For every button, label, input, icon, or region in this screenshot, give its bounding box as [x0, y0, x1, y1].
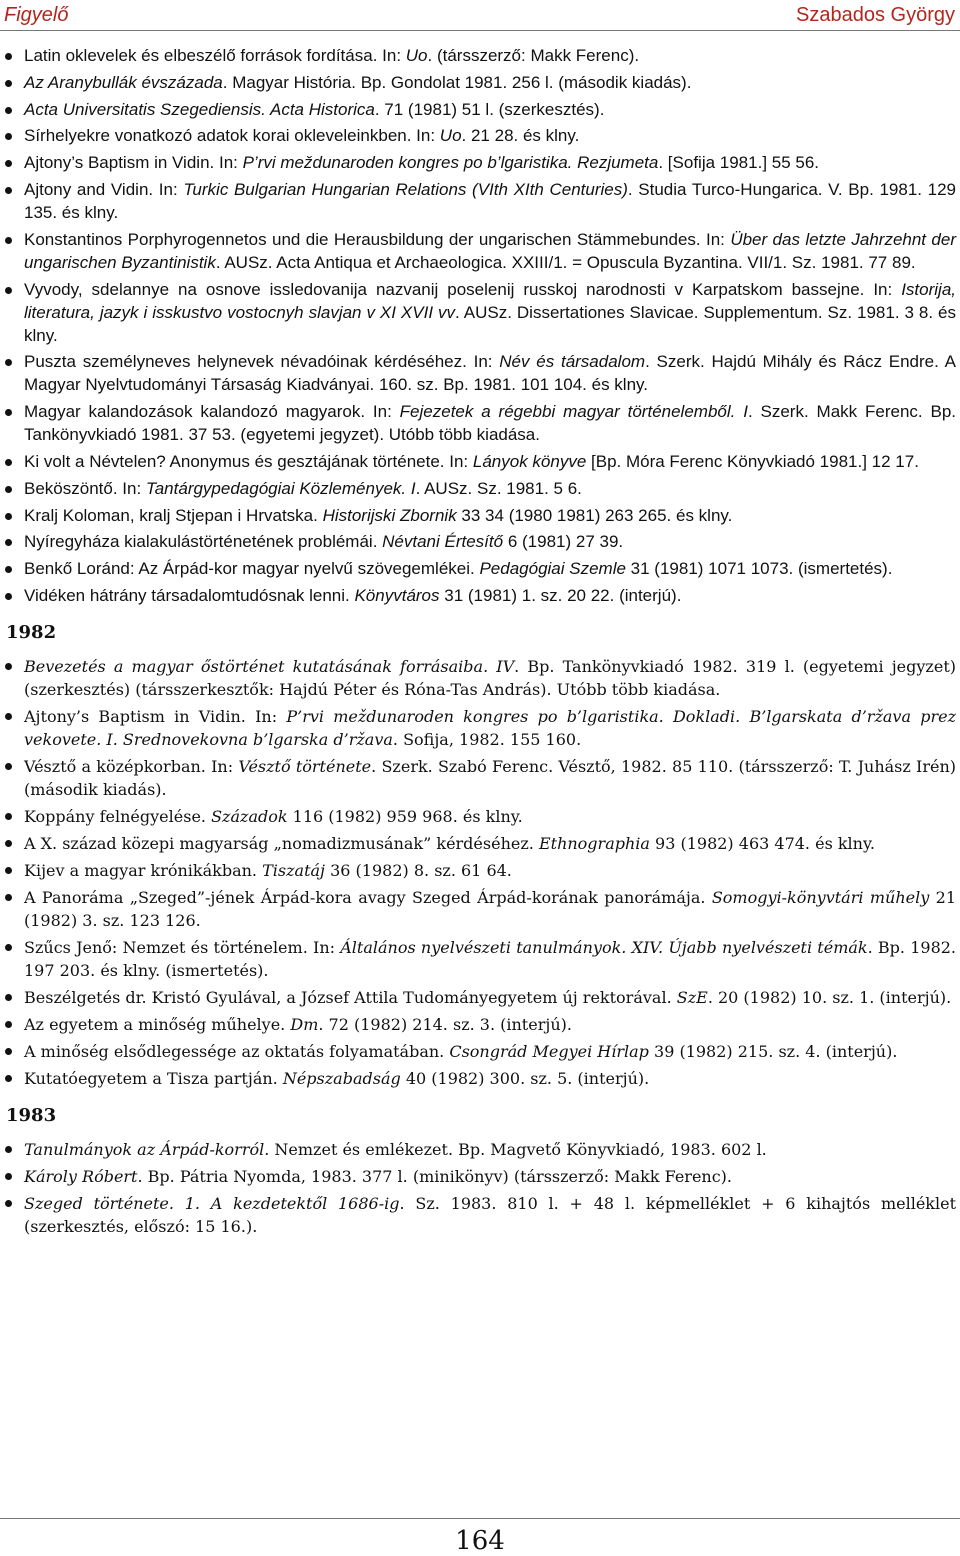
entry-text: Puszta személyneves helynevek névadóinak kérdéséhez. In:: [24, 352, 500, 372]
entry-title-italic: P’rvi meždunaroden kongres po b’lgaristika. Rezjumeta: [242, 153, 659, 173]
entry-title-italic: Népszabadság: [282, 1068, 401, 1088]
entry-text: Vidéken hátrány társadalomtudósnak lenni.: [24, 585, 355, 605]
entry-title-italic: Századok: [211, 806, 288, 826]
entry-text: . Szerk. Makk Ferenc. Bp. Tankönyvkiadó 1981. 37 53. (egyetemi jegyzet). Utóbb több kiadása.: [24, 402, 957, 445]
entries-1983: [0, 1138, 960, 1238]
entry-text: Szűcs Jenő: Nemzet és történelem. In:: [24, 937, 341, 957]
entry-title-italic: Uo: [405, 46, 428, 65]
entry-text: A Panoráma „Szeged”-jének Árpád-kora avagy Szeged Árpád-korának panorámája.: [24, 887, 712, 907]
entry-text: . Bp. Pátria Nyomda, 1983. 377 l. (minikönyv) (társszerző: Makk Ferenc).: [137, 1166, 732, 1186]
entry-text: Magyar kalandozások kalandozó magyarok. In:: [24, 402, 400, 422]
entry-text: . Nemzet és emlékezet. Bp. Magvető Könyvkiadó, 1983. 602 l.: [264, 1139, 767, 1159]
bibliography-entry: [0, 936, 960, 982]
bibliography-entry: [0, 124, 960, 147]
entry-text: . Studia Turco-Hungarica. V. Bp. 1981. 129 135. és klny.: [24, 179, 957, 222]
entries-1982: [0, 655, 960, 1090]
entry-title-italic: Dm: [290, 1014, 319, 1034]
entry-text: Ajtony’s Baptism in Vidin. In:: [24, 706, 287, 726]
year-heading-1983: 1983: [6, 1104, 57, 1126]
entry-text: . Szerk. Szabó Ferenc. Vésztő, 1982. 85 110. (társszerző: T. Juhász Irén) (második kiadás).: [24, 756, 957, 799]
entry-text: 116 (1982) 959 968. és klny.: [287, 806, 523, 826]
bibliography-entry: [0, 1040, 960, 1063]
entry-text: Az egyetem a minőség műhelye.: [24, 1014, 291, 1034]
entry-title-italic: Ethnographia: [538, 833, 650, 853]
entry-text: 39 (1982) 215. sz. 4. (interjú).: [648, 1041, 898, 1061]
entry-text: . [Sofija 1981.] 55 56.: [658, 153, 820, 173]
bibliography-entry: [0, 986, 960, 1009]
entry-title-italic: Über das letzte Jahrzehnt der ungarischen Byzantinistik: [24, 229, 956, 272]
year-heading-1982: 1982: [6, 621, 57, 643]
entry-title-italic: Szeged története. 1. A kezdetektől 1686-ig: [24, 1193, 400, 1213]
entry-title-italic: P’rvi meždunaroden kongres po b’lgaristika. Dokladi. B’lgarskata d’ržava prez vekovete. I. Srednovekovna b’lgarska d’ržava: [24, 706, 956, 749]
entry-text: . Bp. Tankönyvkiadó 1982. 319 l. (egyetemi jegyzet) (szerkesztés) (társszerkesztők: Hajdú Péter és Róna-Tas András). Utóbb több kiadása.: [24, 656, 956, 699]
bibliography-entry: [0, 450, 960, 473]
section-title: Figyelő: [4, 4, 69, 26]
entry-title-italic: Somogyi-könyvtári műhely: [711, 887, 930, 907]
entry-text: [Bp. Móra Ferenc Könyvkiadó 1981.] 12 17.: [586, 451, 919, 471]
bibliography-entry: [0, 178, 960, 224]
entry-title-italic: Historijski Zbornik: [322, 505, 457, 525]
entry-text: Nyíregyháza kialakulástörténetének problémái.: [24, 532, 383, 552]
entry-title-italic: Uo: [439, 126, 462, 146]
bibliography-entry: [0, 400, 960, 446]
bibliography-entry: [0, 886, 960, 932]
entry-text: Kralj Koloman, kralj Stjepan i Hrvatska.: [24, 505, 323, 525]
bibliography-entry: [0, 557, 960, 580]
bibliography-entry: [0, 1013, 960, 1036]
entries-1981: [0, 44, 960, 607]
entry-text: Ki volt a Névtelen? Anonymus és gesztájának története. In:: [24, 451, 473, 471]
bibliography-entry: [0, 530, 960, 553]
entry-text: Beköszöntő. In:: [24, 478, 146, 498]
entry-text: A X. század közepi magyarság „nomadizmusának” kérdéséhez.: [24, 833, 539, 853]
bibliography-entry: [0, 1165, 960, 1188]
bibliography-entry: [0, 98, 960, 121]
entry-title-italic: Bevezetés a magyar őstörténet kutatásának forrásaiba. IV: [24, 656, 515, 676]
entry-text: . 71 (1981) 51 l. (szerkesztés).: [374, 99, 605, 119]
entry-text: 93 (1982) 463 474. és klny.: [649, 833, 875, 853]
entry-text: Ajtony’s Baptism in Vidin. In:: [24, 153, 243, 173]
entry-text: Vyvody, sdelannye na osnove issledovanija nazvanij poselenij russkoj narodnosti v Karpatskom bassejne. In:: [24, 279, 902, 299]
entry-text: Vésztő a középkorban. In:: [24, 756, 239, 776]
bibliography-entry: [0, 228, 960, 274]
bibliography-entry: [0, 805, 960, 828]
entry-text: Konstantinos Porphyrogennetos und die Herausbildung der ungarischen Stämmebundes. In:: [24, 229, 731, 249]
entry-text: . Sz. 1983. 810 l. + 48 l. képmelléklet + 6 kihajtós melléklet (szerkesztés, előszó: 15 16.).: [24, 1193, 956, 1236]
entry-title-italic: Istorija, literatura, jazyk i isskustvo vostocnyh slavjan v XI XVII vv: [24, 279, 956, 322]
bibliography-entry: [0, 755, 960, 801]
entry-text: 21 (1982) 3. sz. 123 126.: [24, 887, 957, 930]
entry-text: Latin oklevelek és elbeszélő források fordítása. In:: [24, 46, 406, 65]
entry-text: . 21 28. és klny.: [461, 126, 580, 146]
bibliography-entry: [0, 1138, 960, 1161]
entry-title-italic: Lányok könyve: [472, 451, 587, 471]
entry-text: . Szerk. Hajdú Mihály és Rácz Endre. A Magyar Nyelvtudományi Társaság Kiadványai. 160. sz. Bp. 1981. 101 104. és klny.: [24, 352, 957, 395]
bibliography-entry: [0, 477, 960, 500]
entry-title-italic: Tanulmányok az Árpád-korról: [24, 1139, 265, 1159]
entry-text: Benkő Loránd: Az Árpád-kor magyar nyelvű szövegemlékei.: [24, 559, 480, 579]
entry-text: Ajtony and Vidin. In:: [24, 179, 184, 199]
entry-title-italic: SzE: [676, 987, 708, 1007]
entry-text: . 72 (1982) 214. sz. 3. (interjú).: [318, 1014, 572, 1034]
bibliography-entry: [0, 655, 960, 701]
entry-text: . Bp. 1982. 197 203. és klny. (ismertetés).: [24, 937, 957, 980]
page-number: 164: [455, 1526, 505, 1556]
bibliography-entry: [0, 71, 960, 94]
entry-title-italic: Névtani Értesítő: [382, 532, 504, 552]
bibliography-entry: [0, 832, 960, 855]
bibliography-entry: [0, 1192, 960, 1238]
entry-title-italic: Csongrád Megyei Hírlap: [449, 1041, 649, 1061]
entry-text: . AUSz. Acta Antiqua et Archaeologica. XXIII/1. = Opuscula Byzantina. VII/1. Sz. 1981. 77 89.: [215, 252, 916, 272]
entry-text: 31 (1981) 1. sz. 20 22. (interjú).: [439, 585, 682, 605]
footer-rule: [0, 1518, 960, 1519]
entry-text: 31 (1981) 1071 1073. (ismertetés).: [625, 559, 893, 579]
entry-title-italic: Könyvtáros: [354, 585, 440, 605]
bibliography-entry: [0, 584, 960, 607]
entry-text: Beszélgetés dr. Kristó Gyulával, a József Attila Tudományegyetem új rektorával.: [24, 987, 677, 1007]
bibliography-entry: [0, 44, 960, 67]
entry-title-italic: Acta Universitatis Szegediensis. Acta Historica: [24, 99, 375, 119]
entry-text: 40 (1982) 300. sz. 5. (interjú).: [400, 1068, 650, 1088]
entry-text: . AUSz. Sz. 1981. 5 6.: [415, 478, 582, 498]
entry-title-italic: Az Aranybullák évszázada: [24, 72, 223, 92]
entry-text: 36 (1982) 8. sz. 61 64.: [325, 860, 512, 880]
entry-title-italic: Tantárgypedagógiai Közlemények. I: [145, 478, 416, 498]
bibliography-entry: [0, 151, 960, 174]
bibliography-entry: [0, 859, 960, 882]
entry-text: Sírhelyekre vonatkozó adatok korai okleveleinkben. In:: [24, 126, 440, 146]
entry-title-italic: Vésztő története: [238, 756, 372, 776]
bibliography: [0, 44, 960, 1242]
entry-title-italic: Általános nyelvészeti tanulmányok. XIV. Újabb nyelvészeti témák: [340, 937, 868, 957]
entry-text: . Magyar História. Bp. Gondolat 1981. 256 l. (második kiadás).: [222, 72, 692, 92]
entry-title-italic: Pedagógiai Szemle: [479, 559, 626, 579]
entry-text: 33 34 (1980 1981) 263 265. és klny.: [456, 505, 733, 525]
entry-title-italic: Turkic Bulgarian Hungarian Relations (VIth XIth Centuries): [183, 179, 628, 199]
entry-text: Kijev a magyar krónikákban.: [24, 860, 263, 880]
entry-title-italic: Név és társadalom: [499, 352, 646, 372]
entry-text: Koppány felnégyelése.: [24, 806, 212, 826]
page-header: [0, 0, 960, 30]
header-rule: [0, 30, 960, 31]
entry-title-italic: Fejezetek a régebbi magyar történelemből. I: [399, 402, 748, 422]
entry-text: Kutatóegyetem a Tisza partján.: [24, 1068, 283, 1088]
entry-text: . (társszerző: Makk Ferenc).: [427, 46, 640, 65]
entry-text: . AUSz. Dissertationes Slavicae. Supplementum. Sz. 1981. 3 8. és klny.: [24, 302, 957, 345]
entry-title-italic: Tiszatáj: [262, 860, 326, 880]
bibliography-entry: [0, 278, 960, 347]
entry-text: . Sofija, 1982. 155 160.: [392, 729, 582, 749]
entry-title-italic: Károly Róbert: [24, 1166, 138, 1186]
entry-text: 6 (1981) 27 39.: [503, 532, 624, 552]
bibliography-entry: [0, 705, 960, 751]
entry-text: . 20 (1982) 10. sz. 1. (interjú).: [707, 987, 952, 1007]
bibliography-entry: [0, 350, 960, 396]
entry-text: A minőség elsődlegessége az oktatás folyamatában.: [24, 1041, 450, 1061]
author-name: Szabados György: [796, 4, 955, 26]
bibliography-entry: [0, 504, 960, 527]
bibliography-entry: [0, 1067, 960, 1090]
